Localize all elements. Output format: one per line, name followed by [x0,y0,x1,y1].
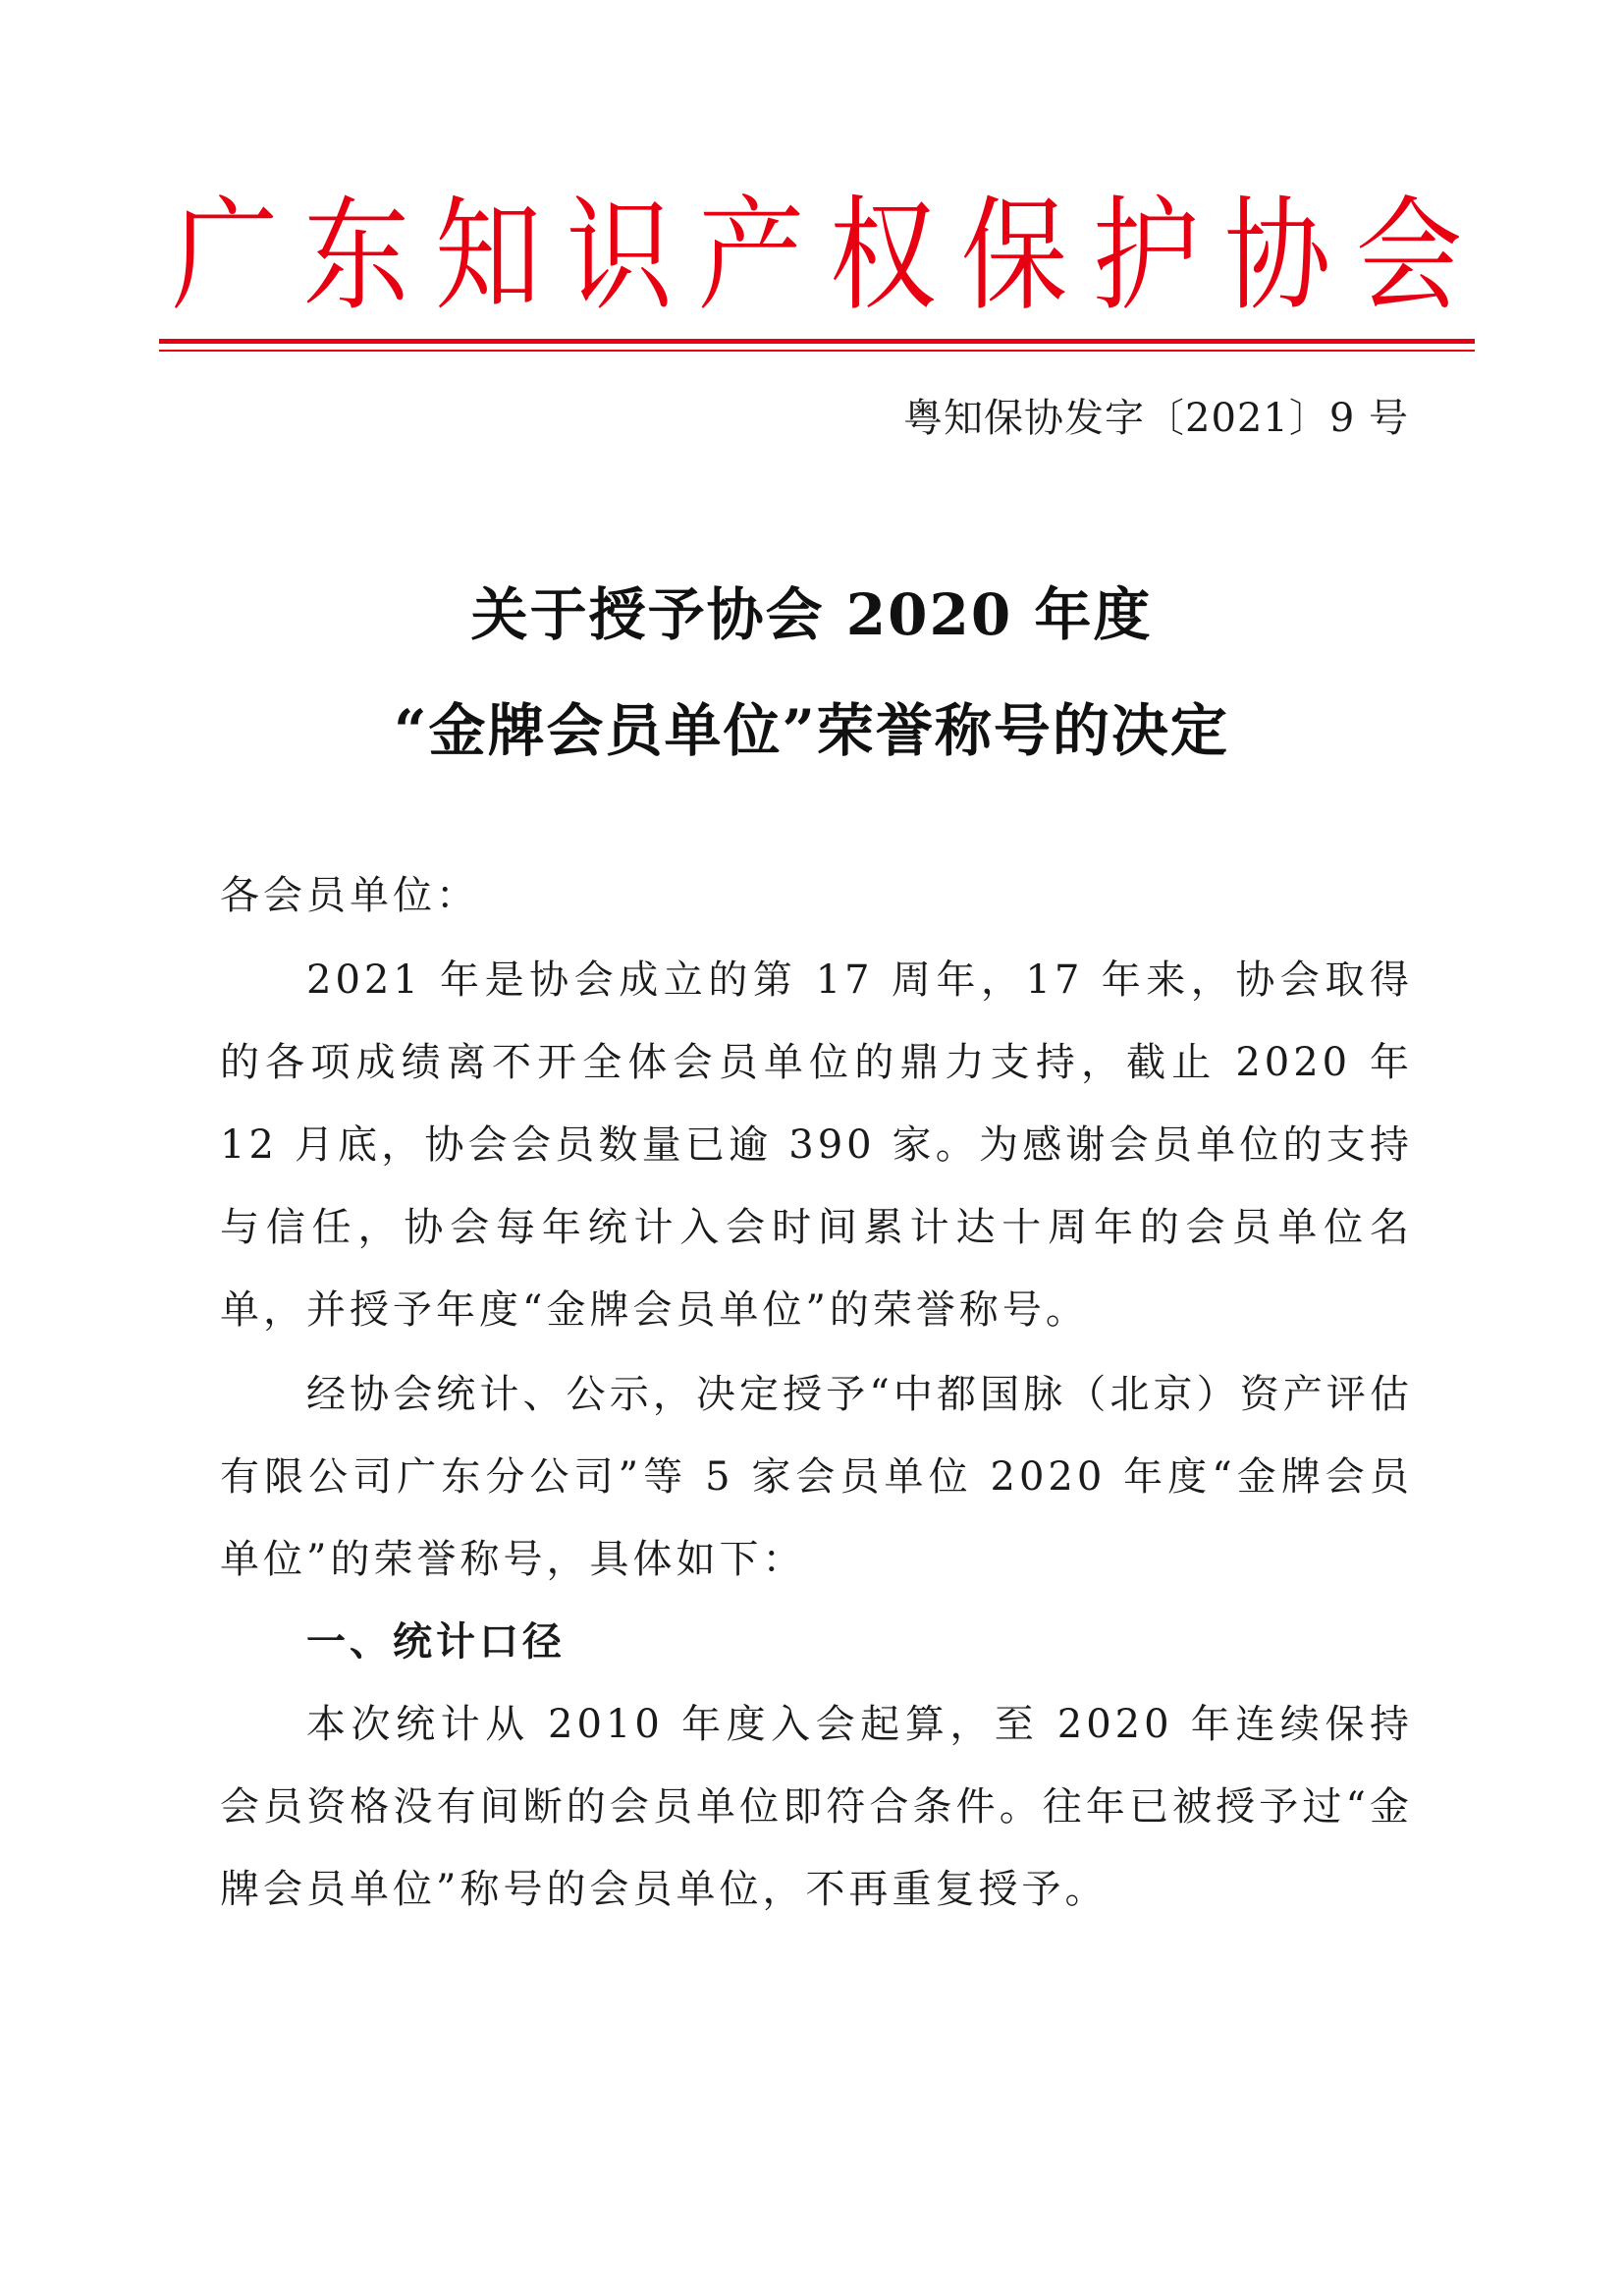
org-name-char: 知 [434,183,542,328]
document-number: 粤知保协发字〔2021〕9 号 [903,396,1409,441]
header-divider-thin [159,350,1475,352]
org-name-char: 权 [829,183,937,328]
body-paragraph-2: 经协会统计、公示，决定授予“中都国脉（北京）资产评估有限公司广东分公司”等 5 家会员单位 2020 年度“金牌会员单位”的荣誉称号，具体如下： [220,1372,1413,1582]
header-divider-thick [159,339,1475,344]
section-heading-statistics-scope: 一、统计口径 [306,1619,566,1665]
org-name-char: 保 [960,183,1068,328]
org-name-char: 东 [302,183,410,328]
body-paragraph-1: 2021 年是协会成立的第 17 周年，17 年来，协会取得的各项成绩离不开全体会员单位的鼎力支持，截止 2020 年 12 月底，协会会员数量已逾 390 家。为感谢会员单位的支持与信任，协会每年统计入会时间累计达十周年的会员单位名单，并授予年度“金牌会员单位”的荣誉称号。 [220,957,1413,1333]
organization-name-header [159,182,1475,329]
org-name-char: 护 [1092,183,1200,328]
org-name-char: 会 [1355,183,1463,328]
body-paragraph-3: 本次统计从 2010 年度入会起算，至 2020 年连续保持会员资格没有间断的会员单位即符合条件。往年已被授予过“金牌会员单位”称号的会员单位，不再重复授予。 [220,1702,1413,1912]
org-name-char: 识 [566,183,674,328]
org-name-char: 广 [171,183,279,328]
org-name-char: 协 [1223,183,1331,328]
document-title-line-1: 关于授予协会 2020 年度 [470,581,1153,648]
salutation: 各会员单位： [220,873,479,918]
document-title-line-2: “金牌会员单位”荣誉称号的决定 [394,697,1229,764]
org-name-char: 产 [697,183,805,328]
